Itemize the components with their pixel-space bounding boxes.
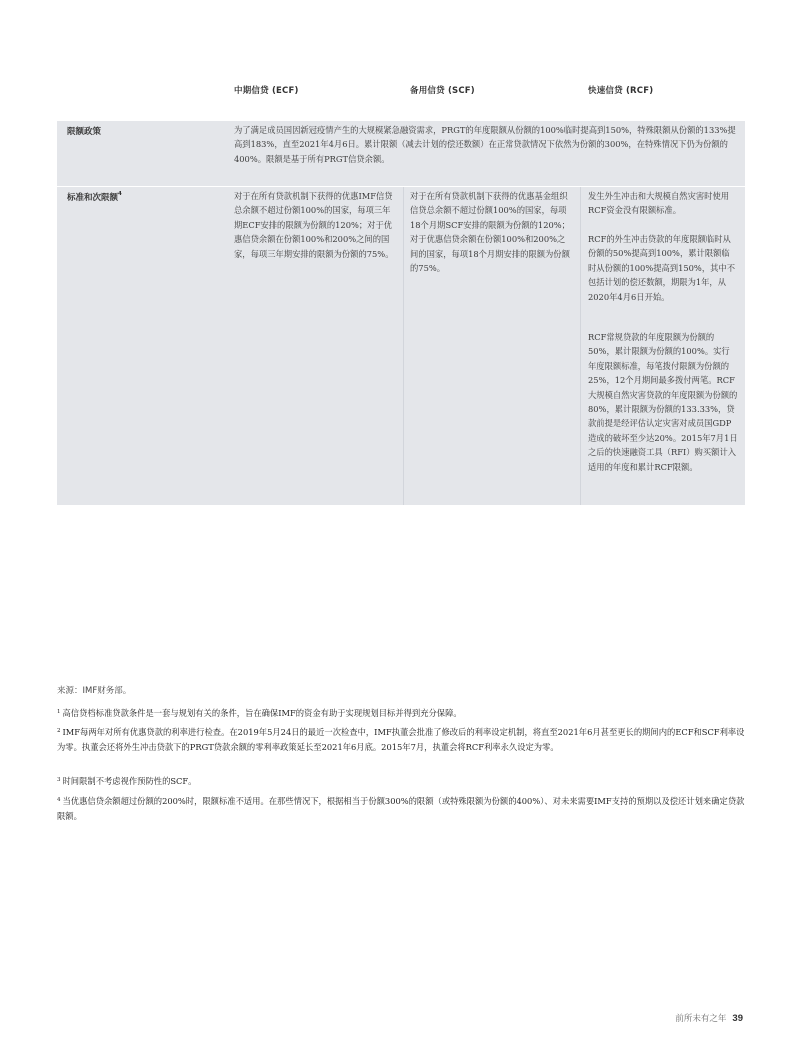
footnote-1 xyxy=(57,706,747,721)
row-label-norms-text: 标准和次限额 xyxy=(67,193,119,203)
limit-policy-text: 为了满足成员国因新冠疫情产生的大规模紧急融资需求，PRGT的年度限额从份额的100%临时提高到150%，特殊限额从份额的133%提高到183%，直至2021年4月6日。累计限额（减去计划的偿还数额）在正常贷款情况下依然为份额的300%，在特殊情况下仍为份额的400%。限额是基于所有PRGT信贷余额。 xyxy=(234,125,736,164)
footnote-3 xyxy=(57,774,747,789)
column-separator xyxy=(403,187,404,505)
row-label-limit-policy: 限额政策 xyxy=(67,127,102,137)
footnote-mark: 3 xyxy=(57,777,61,783)
column-header-ecf: 中期信贷 (ECF) xyxy=(234,86,299,96)
row-divider xyxy=(57,186,745,187)
norms-rcf-text-2: RCF的外生冲击贷款的年度限额临时从份额的50%提高到100%，累计限额临时从份额的100%提高到150%，其中不包括计划的偿还数额，期限为1年，从2020年4月6日开始。 xyxy=(588,234,736,302)
column-header-rcf: 快速信贷 (RCF) xyxy=(588,86,654,96)
footnote-text: 时间限制不考虑视作预防性的SCF。 xyxy=(62,776,197,786)
footnote-text: 高信贷档标准贷款条件是一套与规划有关的条件，旨在确保IMF的资金有助于实现规划目标并得到充分保障。 xyxy=(62,708,462,718)
footnote-mark: 1 xyxy=(57,709,61,715)
row-label-norms xyxy=(67,191,122,203)
column-separator xyxy=(580,187,581,505)
column-header-scf: 备用信贷 (SCF) xyxy=(410,86,475,96)
norms-scf-text: 对于在所有贷款机制下获得的优惠基金组织信贷总余额不超过份额100%的国家，每项18个月期SCF安排的限额为份额的120%；对于优惠信贷余额在份额100%和200%之间的国家，每项18个月期安排的限额为份额的75%。 xyxy=(410,191,570,274)
footer-title: 前所未有之年 xyxy=(675,1014,727,1024)
footnote-mark: 2 xyxy=(57,728,61,734)
footnote-marker: 4 xyxy=(118,191,122,197)
source-line: 来源：IMF财务部。 xyxy=(57,686,132,696)
page-footer xyxy=(675,1012,743,1024)
norms-rcf-text-1: 发生外生冲击和大规模自然灾害时使用RCF资金没有限额标准。 xyxy=(588,191,730,216)
footnote-4 xyxy=(57,794,747,824)
norms-rcf-text-3: RCF常规贷款的年度限额为份额的50%，累计限额为份额的100%。实行年度限额标准，每笔拨付限额为份额的25%，12个月期间最多拨付两笔。RCF大规模自然灾害贷款的年度限额为份额的80%，累计限额为份额的133.33%，贷款前提是经评估认定灾害对成员国GDP造成的破坏至少达20%。2015年7月1日之后的快速融资工具（RFI）购买额计入适用的年度和累计RCF限额。 xyxy=(588,332,738,472)
page-number: 39 xyxy=(732,1013,743,1024)
footnote-text: 当优惠信贷余额超过份额的200%时，限额标准不适用。在那些情况下，根据相当于份额300%的限额（或特殊限额为份额的400%）、对未来需要IMF支持的预期以及偿还计划来确定贷款限额。 xyxy=(57,796,745,821)
footnote-2 xyxy=(57,725,747,755)
footnote-text: IMF每两年对所有优惠贷款的利率进行检查。在2019年5月24日的最近一次检查中，IMF执董会批准了修改后的利率设定机制，将直至2021年6月甚至更长的期间内的ECF和SCF利率设为零。执董会还将外生冲击贷款下的PRGT贷款余额的零利率政策延长至2021年6月底。2015年7月，执董会将RCF利率永久设定为零。 xyxy=(57,727,745,752)
norms-ecf-text: 对于在所有贷款机制下获得的优惠IMF信贷总余额不超过份额100%的国家，每项三年期ECF安排的限额为份额的120%；对于优惠信贷余额在份额100%和200%之间的国家，每项三年期安排的限额为份额的75%。 xyxy=(234,191,394,259)
footnote-mark: 4 xyxy=(57,797,61,803)
